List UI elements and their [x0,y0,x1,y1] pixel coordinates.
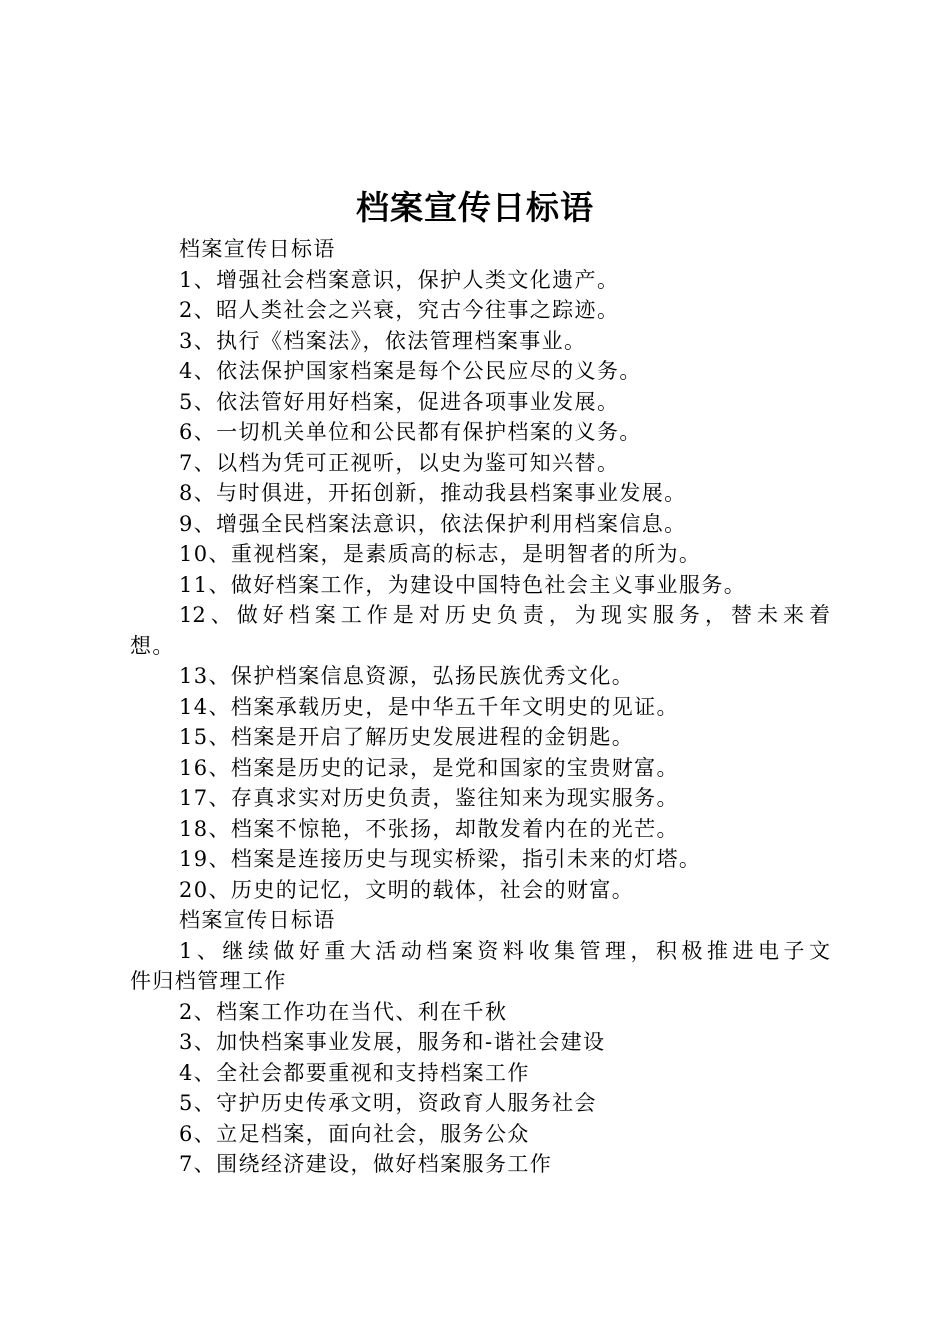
text-line: 20、历史的记忆，文明的载体，社会的财富。 [179,877,635,902]
text-line: 4、全社会都要重视和支持档案工作 [179,1060,530,1085]
text-line: 4、依法保护国家档案是每个公民应尽的义务。 [179,359,642,383]
text-line: 1、增强社会档案意识，保护人类文化遗产。 [179,267,620,292]
text-line: 9、增强全民档案法意识，依法保护利用档案信息。 [179,511,687,536]
document-body [130,234,830,1180]
text-line: 想。 [130,633,175,658]
text-line: 2、昭人类社会之兴衰，究古今往事之踪迹。 [179,298,620,322]
text-line: 18、档案不惊艳，不张扬，却散发着内在的光芒。 [179,816,679,841]
text-line: 15、档案是开启了解历史发展进程的金钥匙。 [179,725,635,749]
text-line: 14、档案承载历史，是中华五千年文明史的见证。 [179,694,679,719]
text-line: 11、做好档案工作，为建设中国特色社会主义事业服务。 [179,572,747,597]
text-line: 5、依法管好用好档案，促进各项事业发展。 [179,389,620,414]
text-line: 档案宣传日标语 [179,908,336,932]
text-line: 10、重视档案，是素质高的标志，是明智者的所为。 [179,542,702,566]
text-line: 2、档案工作功在当代、利在千秋 [179,999,508,1024]
text-line: 7、围绕经济建设，做好档案服务工作 [179,1152,553,1176]
text-line: 6、一切机关单位和公民都有保护档案的义务。 [179,420,642,444]
text-line: 17、存真求实对历史负责，鉴往知来为现实服务。 [179,786,679,810]
text-line: 12、做好档案工作是对历史负责，为现实服务，替未来着 [179,603,830,627]
text-line: 6、立足档案，面向社会，服务公众 [179,1121,530,1146]
text-line: 7、以档为凭可正视听，以史为鉴可知兴替。 [179,450,620,475]
text-line: 13、保护档案信息资源，弘扬民族优秀文化。 [179,664,635,688]
text-line: 3、执行《档案法》，依法管理档案事业。 [179,328,587,353]
text-line: 8、与时俱进，开拓创新，推动我县档案事业发展。 [179,481,687,505]
text-line: 1、继续做好重大活动档案资料收集管理，积极推进电子文 [179,938,830,963]
text-line: 档案宣传日标语 [179,237,336,261]
text-line: 16、档案是历史的记录，是党和国家的宝贵财富。 [179,755,679,780]
text-line: 3、加快档案事业发展，服务和-谐社会建设 [179,1030,606,1054]
text-line: 件归档管理工作 [130,969,287,993]
text-line: 19、档案是连接历史与现实桥梁，指引未来的灯塔。 [179,847,702,871]
text-line: 5、守护历史传承文明，资政育人服务社会 [179,1091,597,1115]
document-title: 档案宣传日标语 [356,188,594,227]
